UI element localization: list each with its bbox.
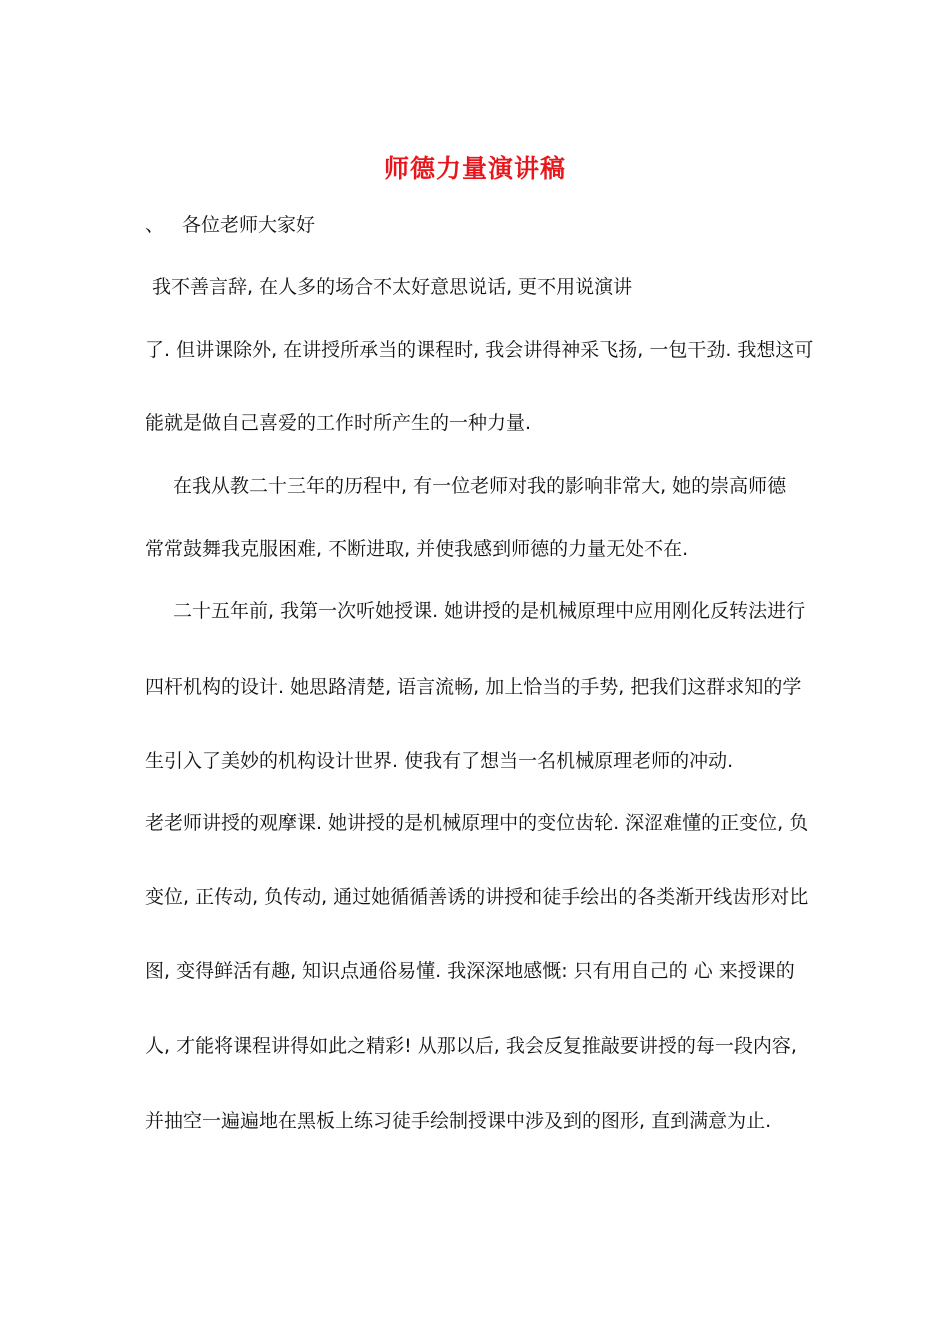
paragraph-line: 四杆机构的设计. 她思路清楚, 语言流畅, 加上恰当的手势, 把我们这群求知的学 <box>145 676 802 698</box>
paragraph-line: 图, 变得鲜活有趣, 知识点通俗易懂. 我深深地感慨: 只有用自己的 心 来授课的 <box>145 960 795 982</box>
paragraph-line: 并抽空一遍遍地在黑板上练习徒手绘制授课中涉及到的图形, 直到满意为止. <box>145 1110 772 1132</box>
greeting-mark: 、 <box>145 214 165 236</box>
greeting-text: 各位老师大家好 <box>182 214 316 236</box>
paragraph-line: 生引入了美妙的机构设计世界. 使我有了想当一名机械原理老师的冲动. <box>145 750 734 772</box>
paragraph-line: 变位, 正传动, 负传动, 通过她循循善诱的讲授和徒手绘出的各类渐开线齿形对比 <box>145 886 809 908</box>
paragraph-line: 在我从教二十三年的历程中, 有一位老师对我的影响非常大, 她的崇高师德 <box>173 475 787 497</box>
paragraph-line: 老老师讲授的观摩课. 她讲授的是机械原理中的变位齿轮. 深涩难懂的正变位, 负 <box>145 812 809 834</box>
paragraph-line: 常常鼓舞我克服困难, 不断进取, 并使我感到师德的力量无处不在. <box>145 538 689 560</box>
document-title: 师德力量演讲稿 <box>383 154 566 183</box>
paragraph-line: 人, 才能将课程讲得如此之精彩! 从那以后, 我会反复推敲要讲授的每一段内容, <box>145 1035 797 1057</box>
paragraph-line: 我不善言辞, 在人多的场合不太好意思说话, 更不用说演讲 <box>152 276 633 298</box>
paragraph-line: 了. 但讲课除外, 在讲授所承当的课程时, 我会讲得神采飞扬, 一包干劲. 我想这可 <box>145 339 814 361</box>
paragraph-line: 能就是做自己喜爱的工作时所产生的一种力量. <box>145 412 532 434</box>
paragraph-line: 二十五年前, 我第一次听她授课. 她讲授的是机械原理中应用刚化反转法进行 <box>173 600 806 622</box>
